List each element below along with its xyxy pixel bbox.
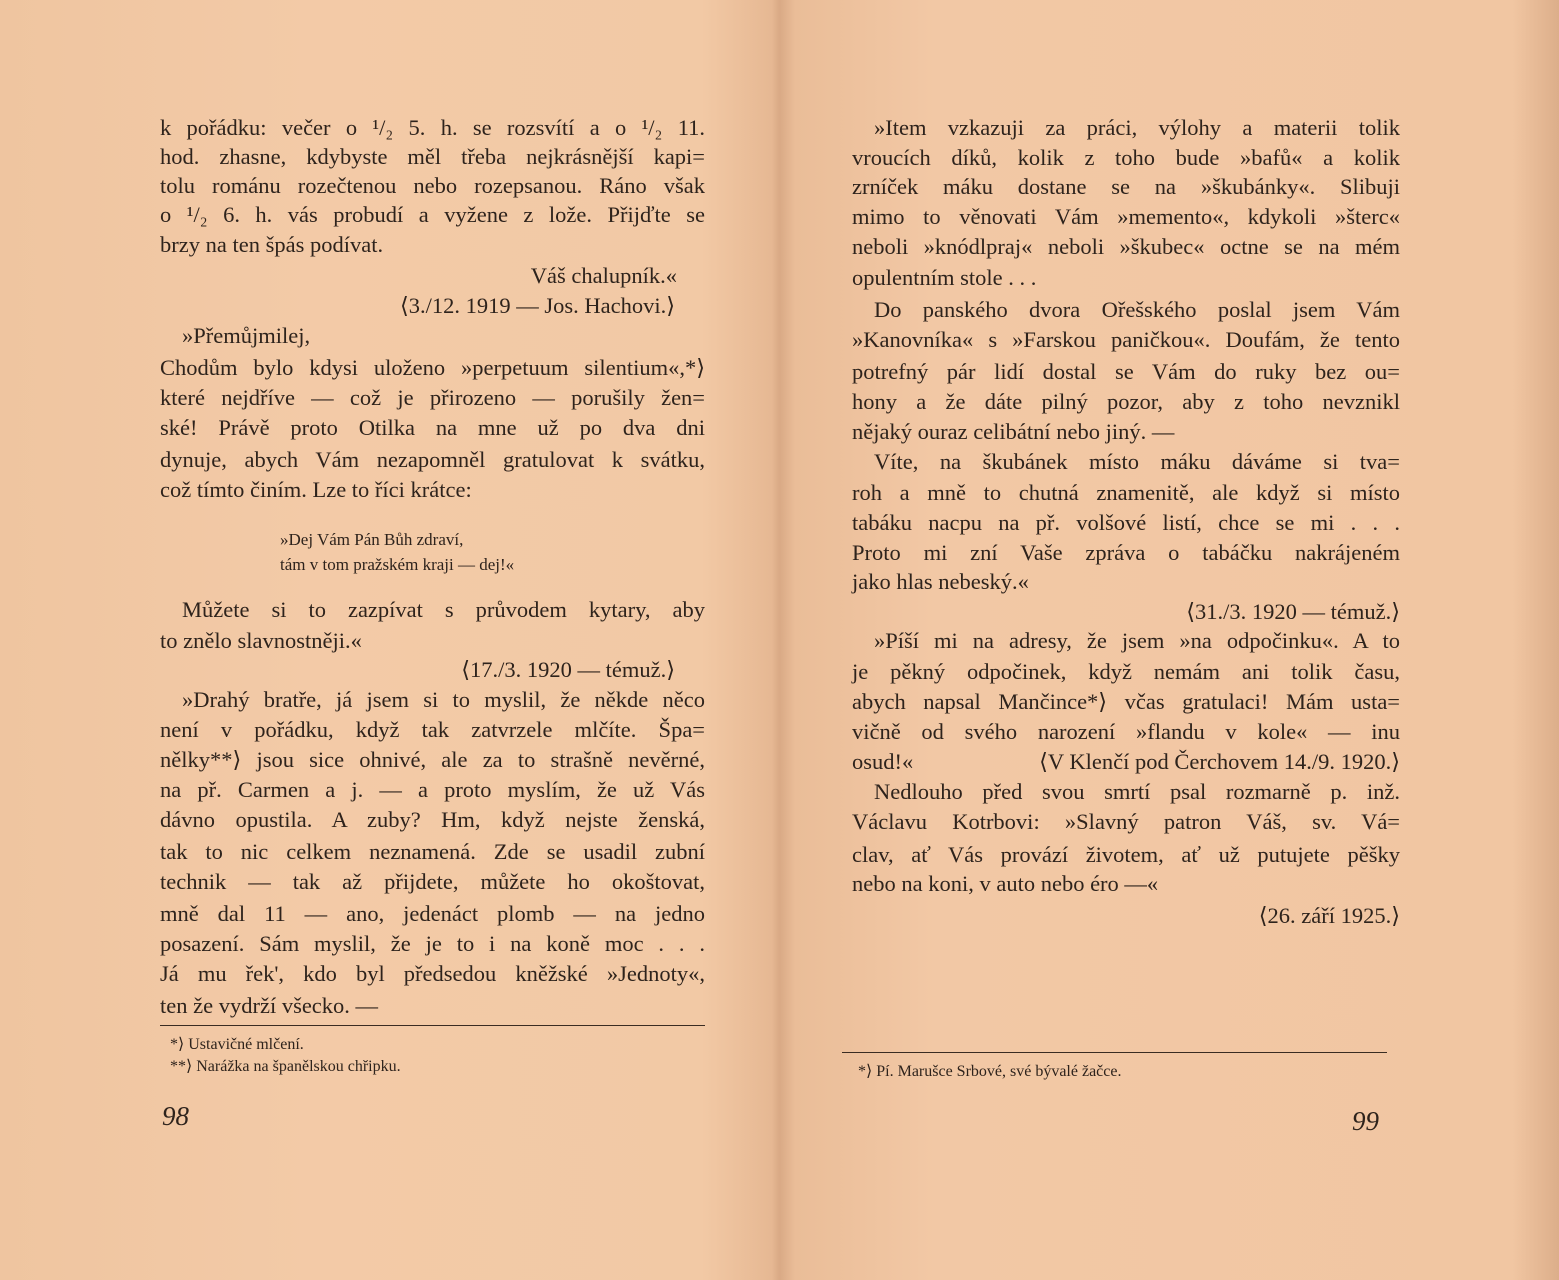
text-line: Víte, na škubánek místo máku dáváme si tva=	[874, 449, 1400, 474]
text-line: dávno opustila. A zuby? Hm, když nejste ženská,	[160, 807, 705, 832]
text-line: vičně od svého narození »flandu v kole« — inu	[852, 719, 1400, 744]
text-line: clav, ať Vás provází životem, ať už putujete pěšky	[852, 842, 1400, 867]
text-line: je pěkný odpočinek, když nemám ani tolik času,	[852, 659, 1400, 684]
poem-line: »Dej Vám Pán Bůh zdraví,	[280, 530, 464, 549]
text-line: Můžete si to zazpívat s průvodem kytary, aby	[182, 597, 705, 622]
text-line: Váš chalupník.«	[530, 263, 677, 288]
text-line: Já mu řek', kdo byl předsedou kněžské »Jednoty«,	[160, 961, 705, 986]
text-line: vroucích díků, kolik z toho bude »bafů« a kolik	[852, 145, 1400, 170]
footnote-rule	[842, 1052, 1387, 1053]
text-line: ⟨26. září 1925.⟩	[1258, 903, 1400, 928]
text-line: Václavu Kotrbovi: »Slavný patron Váš, sv. Vá=	[852, 809, 1400, 834]
text-line: k pořádku: večer o ¹/₂ 5. h. se rozsvítí a o ¹/₂ 11.	[160, 115, 705, 140]
footnote-rule	[160, 1025, 705, 1026]
text-line: »Kanovníka« s »Farskou paničkou«. Doufám, že tento	[852, 327, 1400, 352]
text-line: to znělo slavnostněji.«	[160, 628, 362, 653]
text-line: abych napsal Mančince*⟩ včas gratulaci! Mám usta=	[852, 689, 1400, 714]
text-line: tolu románu rozečtenou nebo rozepsanou. Ráno však	[160, 173, 705, 198]
text-line: ⟨3./12. 1919 — Jos. Hachovi.⟩	[399, 293, 675, 318]
footnote: *⟩ Ustavičné mlčení.	[170, 1036, 304, 1053]
page-number: 98	[162, 1101, 189, 1131]
text-line: »Drahý bratře, já jsem si to myslil, že někde něco	[182, 687, 705, 712]
poem-line: tám v tom pražském kraji — dej!«	[280, 555, 515, 574]
text-line: ské! Právě proto Otilka na mne už po dva dni	[160, 415, 705, 440]
text-line: ⟨V Klenčí pod Čerchovem 14./9. 1920.⟩	[1039, 749, 1400, 774]
text-line: hod. zhasne, kdybyste měl třeba nejkrásnější kapi=	[160, 144, 705, 169]
text-line: nebo na koni, v auto nebo éro —«	[852, 871, 1159, 896]
text-line: jako hlas nebeský.«	[852, 569, 1029, 594]
text-line: zrníček máku dostane se na »škubánky«. Slibuji	[852, 174, 1400, 199]
text-line: opulentním stole . . .	[852, 265, 1037, 290]
text-line: které nejdříve — což je přirozeno — porušily žen=	[160, 385, 705, 410]
text-line: dynuje, abych Vám nezapomněl gratulovat k svátku,	[160, 447, 705, 472]
text-line: osud!«	[852, 749, 914, 774]
text-line: potrefný pár lidí dostal se Vám do ruky bez ou=	[852, 359, 1400, 384]
page-number: 99	[1352, 1106, 1379, 1136]
text-line: technik — tak až přijdete, můžete ho okoštovat,	[160, 869, 705, 894]
text-line: tak to nic celkem neznamená. Zde se usadil zubní	[160, 839, 705, 864]
text-line: roh a mně to chutná znamenitě, ale když si místo	[852, 480, 1400, 505]
text-line: není v pořádku, když tak zatvrzele mlčíte. Špa=	[160, 717, 705, 742]
text-line: Proto mi zní Vaše zpráva o tabáčku nakrájeném	[852, 540, 1400, 565]
text-line: Chodům bylo kdysi uloženo »perpetuum silentium«,*⟩	[160, 355, 705, 380]
text-line: brzy na ten špás podívat.	[160, 232, 384, 257]
text-line: ⟨17./3. 1920 — témuž.⟩	[461, 657, 675, 682]
text-line: nělky**⟩ jsou sice ohnivé, ale za to strašně nevěrné,	[160, 747, 705, 772]
text-line: neboli »knódlpraj« neboli »škubec« octne se na mém	[852, 234, 1400, 259]
text-line: ten že vydrží všecko. —	[160, 993, 379, 1018]
text-line: nějaký ouraz celibátní nebo jiný. —	[852, 419, 1175, 444]
text-line: mimo to věnovati Vám »memento«, kdykoli »šterc«	[852, 204, 1400, 229]
text-line: ⟨31./3. 1920 — témuž.⟩	[1186, 599, 1400, 624]
text-line: Do panského dvora Ořešského poslal jsem Vám	[874, 297, 1400, 322]
text-line: což tímto činím. Lze to říci krátce:	[160, 477, 472, 502]
text-line: o ¹/₂ 6. h. vás probudí a vyžene z lože. Přijďte se	[160, 202, 705, 227]
text-line: mně dal 11 — ano, jedenáct plomb — na jedno	[160, 901, 705, 926]
text-line: posazení. Sám myslil, že je to i na koně moc . . .	[160, 931, 705, 956]
text-line: na př. Carmen a j. — a proto myslím, že už Vás	[160, 777, 705, 802]
footnote: **⟩ Narážka na španělskou chřipku.	[170, 1058, 401, 1075]
text-line: hony a že dáte pilný pozor, aby z toho nevznikl	[852, 389, 1400, 414]
text-line: tabáku nacpu na př. volšové listí, chce se mi . . .	[852, 510, 1400, 535]
text-line: »Přemůjmilej,	[182, 323, 311, 348]
footnote: *⟩ Pí. Marušce Srbové, své bývalé žačce.	[858, 1063, 1122, 1080]
text-line: »Píší mi na adresy, že jsem »na odpočinku«. A to	[874, 628, 1400, 653]
right-page	[780, 0, 1559, 1280]
text-line: Nedlouho před svou smrtí psal rozmarně p. inž.	[874, 779, 1400, 804]
text-line: »Item vzkazuji za práci, výlohy a materii tolik	[874, 115, 1400, 140]
